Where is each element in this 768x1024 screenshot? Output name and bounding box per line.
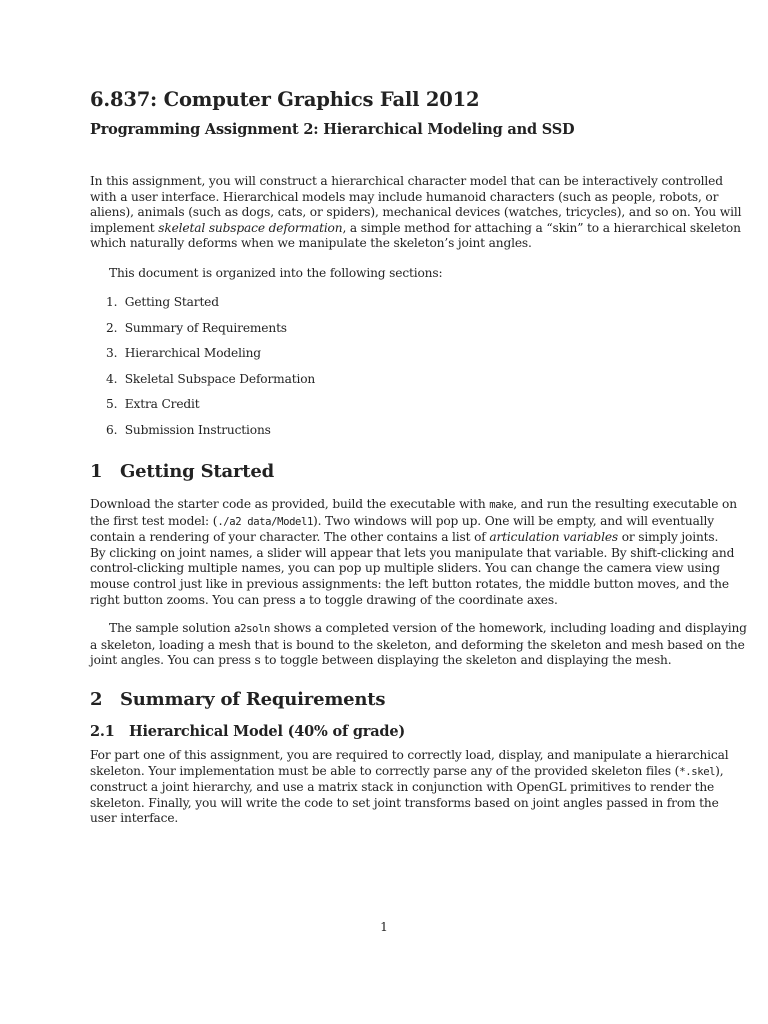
inline-code: a2soln	[234, 623, 270, 635]
intro-paragraph: In this assignment, you will construct a hierarchical character model that can be interactively controlled with a user interface. Hierarchical models may include humanoid characters (such as people, robots, or aliens), animals (such as dogs, cats, or spiders), mechanical devices (watches, tricycles), and so on. You will implement skeletal subspace deformation, a simple method for attaching a “skin” to a hierarchical skeleton which naturally deforms when we manipulate the skeleton’s joint angles.	[90, 174, 742, 251]
section-list	[106, 295, 315, 449]
page-number: 1	[380, 920, 388, 934]
list-item: 4. Skeletal Subspace Deformation	[106, 371, 316, 386]
inline-code: *.skel	[679, 765, 716, 778]
emphasis-term: skeletal subspace deformation	[158, 220, 343, 235]
list-item: 6. Submission Instructions	[106, 422, 271, 437]
sample-solution-paragraph: The sample solution a2soln shows a completed version of the homework, including loading and displaying a skeleton, loading a mesh that is bound to the skeleton, and deforming the skeleton and mesh based on the joint angles. You can press s to toggle between displaying the skeleton and displaying the mesh.	[90, 621, 747, 668]
document-subtitle: Programming Assignment 2: Hierarchical Modeling and SSD	[90, 121, 575, 138]
inline-code: make	[489, 499, 514, 511]
subsection-heading-hierarchical-model: 2.1 Hierarchical Model (40% of grade)	[90, 723, 406, 740]
hierarchical-model-paragraph: For part one of this assignment, you are required to correctly load, display, and manipulate a hierarchical skeleton. Your implementation must be able to correctly parse any of the provided skeleton files (*.skel), construct a joint hierarchy, and use a matrix stack in conjunction with OpenGL primitives to render the skeleton. Finally, you will write the code to set joint transforms based on joint angles passed in from the user interface.	[90, 748, 729, 826]
list-item: 3. Hierarchical Modeling	[106, 346, 261, 361]
document-title: 6.837: Computer Graphics Fall 2012	[90, 88, 480, 111]
getting-started-paragraph: Download the starter code as provided, build the executable with make, and run the resulting executable on the first test model: (./a2 data/Model1). Two windows will pop up. One will be empty, and will eventually contain a rendering of your character. The other contains a list of articulation variables or simply joints. By clicking on joint names, a slider will appear that lets you manipulate that variable. By shift-clicking and control-clicking multiple names, you can pop up multiple sliders. You can change the camera view using mouse control just like in previous assignments: the left button rotates, the middle button moves, and the right button zooms. You can press a to toggle drawing of the coordinate axes.	[90, 497, 737, 607]
inline-code: a	[299, 594, 306, 607]
section-heading-getting-started: 1 Getting Started	[90, 461, 275, 482]
list-item: 1. Getting Started	[106, 295, 219, 309]
organized-paragraph: This document is organized into the following sections:	[109, 266, 443, 280]
inline-code: ./a2 data/Model1	[217, 515, 313, 528]
list-item: 2. Summary of Requirements	[106, 320, 287, 335]
emphasis-term: articulation variables	[489, 530, 618, 545]
section-heading-summary: 2 Summary of Requirements	[90, 689, 386, 710]
list-item: 5. Extra Credit	[106, 397, 200, 412]
